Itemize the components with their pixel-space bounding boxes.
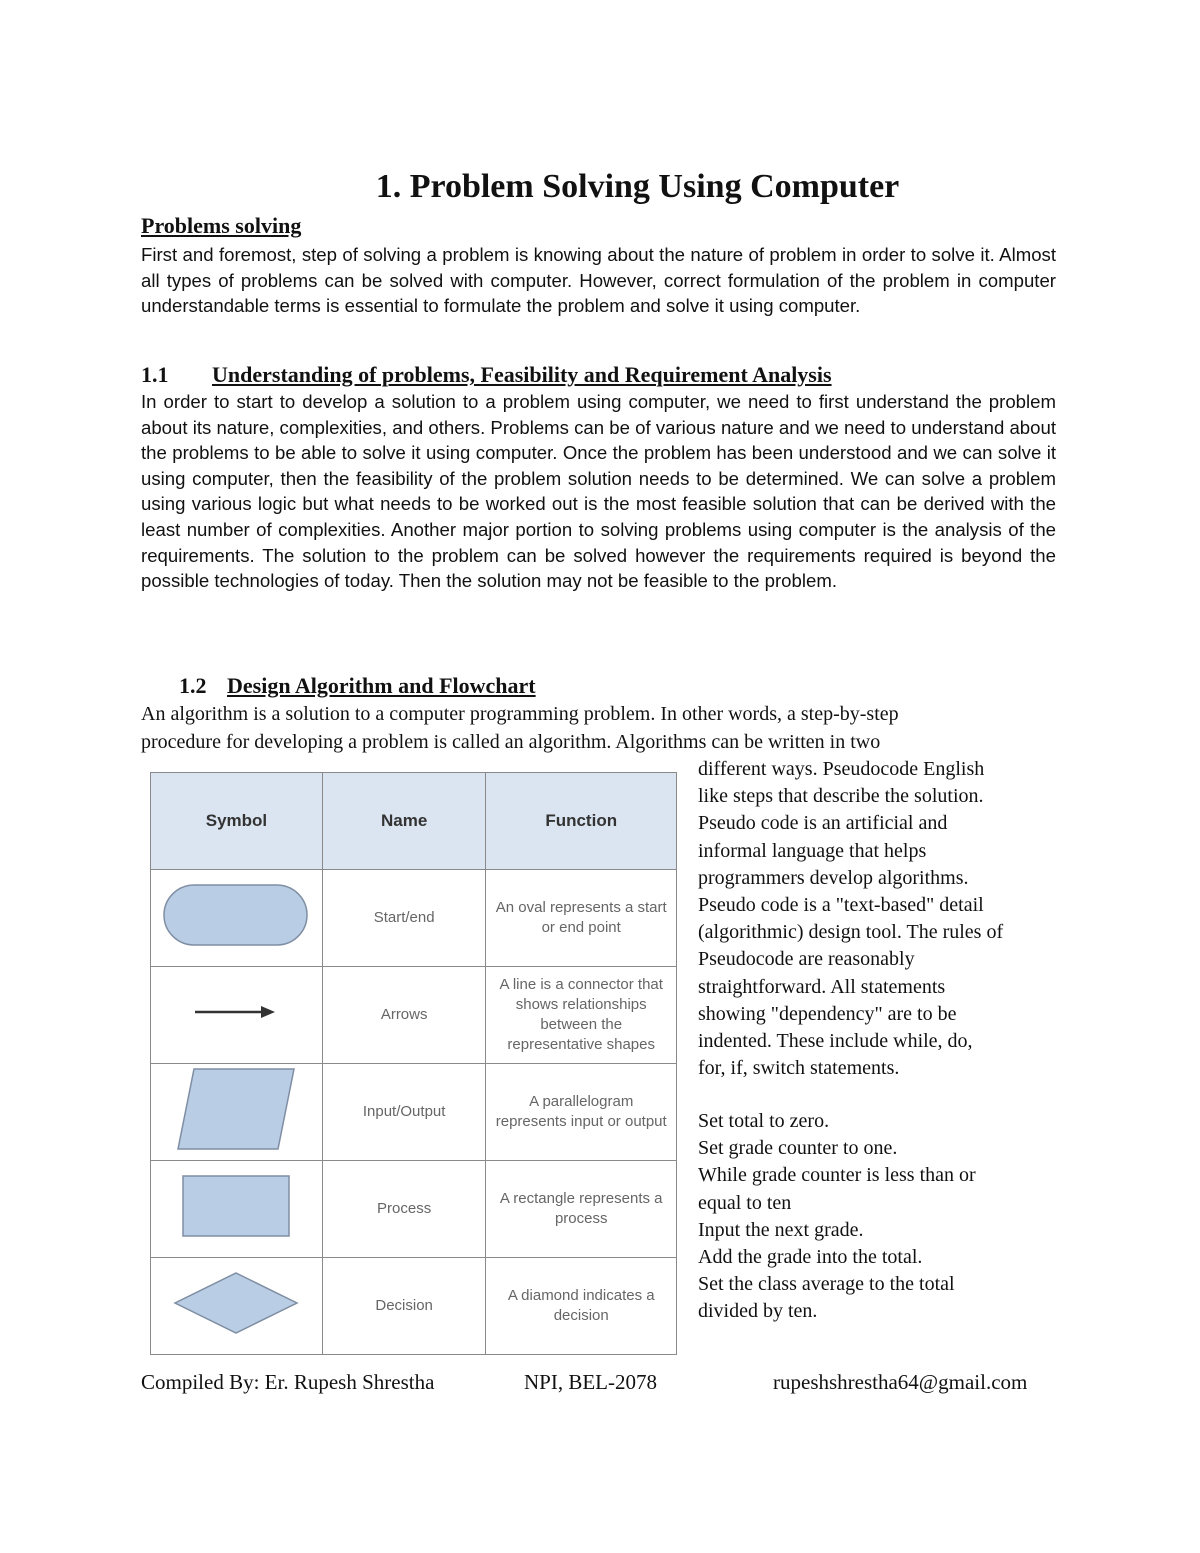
name-cell: Decision xyxy=(322,1258,486,1355)
section-1-2-heading xyxy=(179,673,536,699)
table-row xyxy=(151,1064,677,1161)
pseudocode-line: Input the next grade. xyxy=(698,1218,864,1241)
section-1-1-number: 1.1 xyxy=(141,362,169,387)
table-row xyxy=(151,870,677,967)
section-1-1-heading xyxy=(141,362,832,388)
pseudocode-line: While grade counter is less than or xyxy=(698,1164,976,1187)
symbol-cell xyxy=(151,1064,323,1161)
pseudocode-line: Set the class average to the total xyxy=(698,1273,955,1296)
description-line: like steps that describe the solution. xyxy=(698,785,984,808)
diamond-icon xyxy=(173,1271,299,1335)
pseudocode-line: Set grade counter to one. xyxy=(698,1137,898,1160)
table-row xyxy=(151,967,677,1064)
section-1-1-paragraph: In order to start to develop a solution to a problem using computer, we need to first understand the problem about its nature, complexities, and others. Problems can be of various nature and we need to understand about the problems to be able to solve it using computer. Once the problem has been understood and we can solve it using computer, then the feasibility of the problem solution needs to be determined. We can solve a problem using various logic but what needs to be worked out is the most feasible solution that can be derived with the least number of complexities. Another major portion to solving problems using computer is the analysis of the requirements. The solution to the problem can be solved however the requirements required is beyond the possible technologies of today. Then the solution may not be feasible to the problem. xyxy=(141,391,1056,592)
section-1-2-number: 1.2 xyxy=(179,673,207,698)
function-cell: A parallelogram represents input or output xyxy=(486,1064,677,1161)
description-line: informal language that helps xyxy=(698,839,927,862)
symbol-cell xyxy=(151,1161,323,1258)
pseudocode-line: Add the grade into the total. xyxy=(698,1246,923,1269)
pseudocode-line: equal to ten xyxy=(698,1191,792,1214)
description-line: Pseudo code is an artificial and xyxy=(698,812,948,835)
footer-compiled-by: Compiled By: Er. Rupesh Shrestha xyxy=(141,1370,435,1394)
flowchart-symbol-table xyxy=(150,772,677,1355)
description-line: straightforward. All statements xyxy=(698,975,946,998)
symbol-cell xyxy=(151,1258,323,1355)
footer-email[interactable]: rupeshshrestha64@gmail.com xyxy=(773,1370,1028,1394)
description-line: different ways. Pseudocode English xyxy=(698,758,985,780)
arrow-icon xyxy=(191,1002,281,1022)
section-1-2-intro-line-1: An algorithm is a solution to a computer programming problem. In other words, a step-by-step xyxy=(141,703,899,725)
name-cell: Input/Output xyxy=(322,1064,486,1161)
name-cell: Process xyxy=(322,1161,486,1258)
page-title: 1. Problem Solving Using Computer xyxy=(375,168,900,205)
pseudocode-description xyxy=(698,756,1003,1082)
function-cell: A rectangle represents a process xyxy=(486,1161,677,1258)
symbol-cell xyxy=(151,870,323,967)
table-header-row xyxy=(151,773,677,870)
column-header-name: Name xyxy=(322,773,486,870)
column-header-symbol: Symbol xyxy=(151,773,323,870)
footer-course: NPI, BEL-2078 xyxy=(524,1370,657,1394)
rectangle-icon xyxy=(181,1174,291,1238)
table-row xyxy=(151,1161,677,1258)
parallelogram-icon xyxy=(176,1067,296,1151)
pseudocode-line: divided by ten. xyxy=(698,1300,818,1323)
name-cell: Start/end xyxy=(322,870,486,967)
description-line: indented. These include while, do, xyxy=(698,1030,973,1053)
table-row xyxy=(151,1258,677,1355)
description-line: Pseudocode are reasonably xyxy=(698,948,915,971)
description-line: (algorithmic) design tool. The rules of xyxy=(698,921,1004,944)
section-1-1-title: Understanding of problems, Feasibility and Requirement Analysis xyxy=(212,362,832,387)
section-1-2-title: Design Algorithm and Flowchart xyxy=(227,673,536,698)
oval-icon xyxy=(161,880,311,950)
problems-solving-heading: Problems solving xyxy=(141,213,302,238)
description-line: showing "dependency" are to be xyxy=(698,1002,957,1025)
pseudocode-line: Set total to zero. xyxy=(698,1110,830,1132)
description-line: Pseudo code is a "text-based" detail xyxy=(698,894,984,917)
function-cell: An oval represents a start or end point xyxy=(486,870,677,967)
pseudocode-example xyxy=(698,1108,976,1326)
column-header-function: Function xyxy=(486,773,677,870)
symbol-cell xyxy=(151,967,323,1064)
description-line: for, if, switch statements. xyxy=(698,1057,900,1080)
function-cell: A diamond indicates a decision xyxy=(486,1258,677,1355)
name-cell: Arrows xyxy=(322,967,486,1064)
section-1-2-intro-line-2: procedure for developing a problem is called an algorithm. Algorithms can be written in two xyxy=(141,731,881,753)
function-cell: A line is a connector that shows relationships between the representative shapes xyxy=(486,967,677,1064)
problems-solving-paragraph: First and foremost, step of solving a problem is knowing about the nature of problem in order to solve it. Almost all types of problems can be solved with computer. However, correct formulation of the problem in computer understandable terms is essential to formulate the problem and solve it using computer. xyxy=(141,244,1056,317)
description-line: programmers develop algorithms. xyxy=(698,866,969,889)
